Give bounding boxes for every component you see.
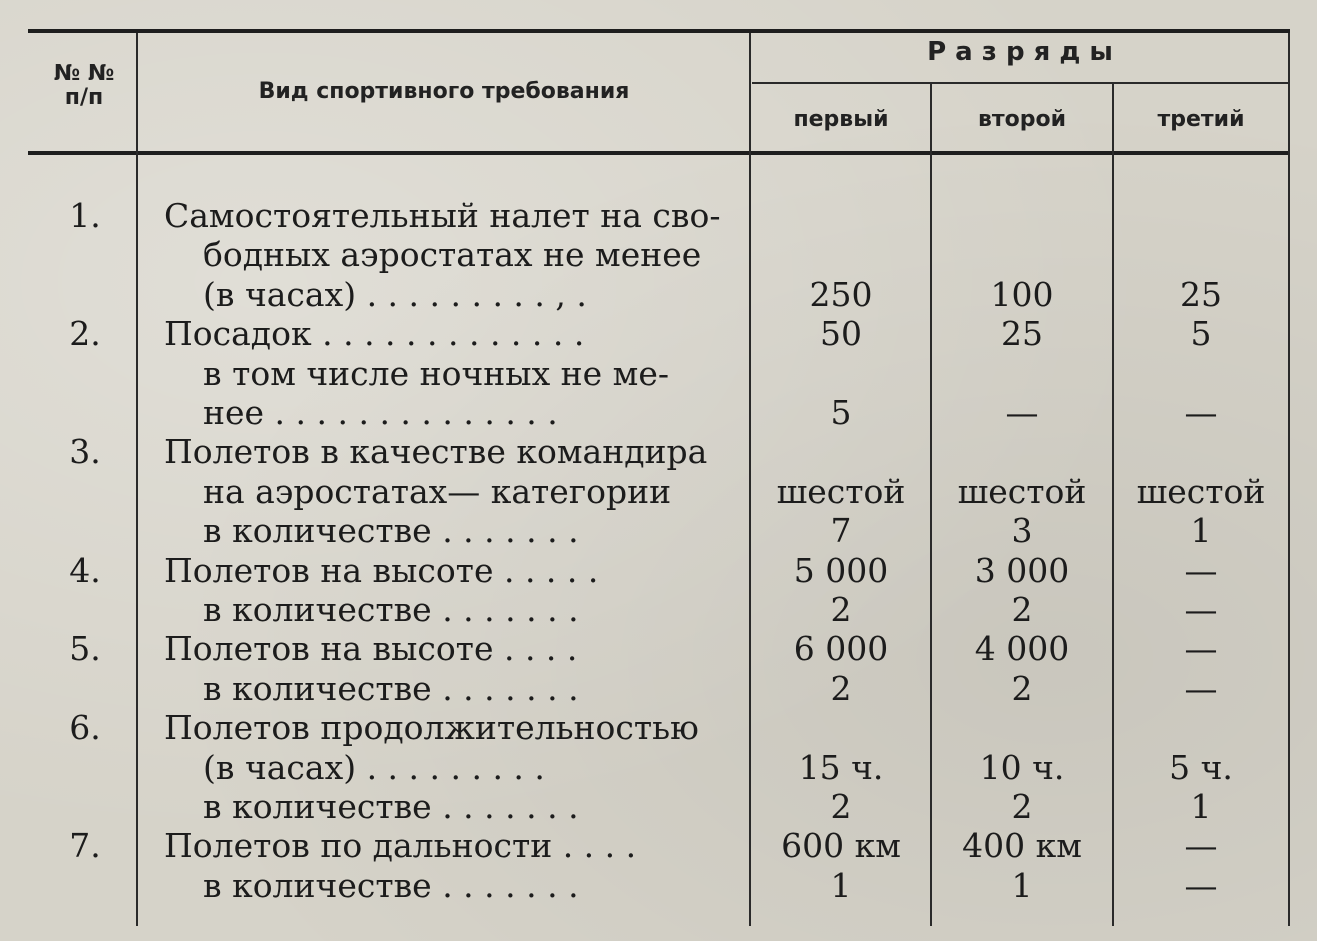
rank-third-value: 5 ч. [1169, 747, 1233, 787]
rank-third-value: шестой [1136, 471, 1266, 511]
requirement-description: Посадок . . . . . . . . . . . . . [164, 314, 585, 354]
row-number: 6. [69, 708, 101, 748]
requirement-description: в количестве . . . . . . . [203, 787, 579, 826]
table-row [0, 826, 1317, 865]
rank-first-value: 7 [830, 511, 852, 551]
rank-third-value: 1 [1190, 787, 1212, 826]
row-number: 3. [69, 432, 101, 472]
table-row [0, 511, 1317, 550]
header-rank-third: третий [1157, 107, 1245, 132]
requirement-description: в количестве . . . . . . . [203, 590, 579, 629]
rank-first-value: 15 ч. [798, 747, 884, 787]
table-row [0, 393, 1317, 432]
rank-second-value: 100 [990, 274, 1054, 314]
requirement-description: Полетов на высоте . . . . [164, 629, 578, 669]
header-requirement-type: Вид спортивного требования [258, 79, 630, 104]
rank-second-value: 2 [1011, 787, 1033, 826]
rank-third-value: 1 [1190, 511, 1212, 551]
rank-first-value: 5 000 [793, 550, 889, 590]
rank-first-value: 600 км [781, 826, 901, 866]
header-number: № № п/п [53, 61, 115, 111]
table-row [0, 235, 1317, 274]
table-row [0, 354, 1317, 393]
row-number: 1. [69, 196, 101, 235]
table-row [0, 196, 1317, 235]
header-rank-first: первый [793, 107, 889, 132]
requirement-description: (в часах) . . . . . . . . . , . [203, 274, 587, 314]
rank-second-value: 2 [1011, 590, 1033, 629]
requirement-description: нее . . . . . . . . . . . . . . [203, 393, 558, 432]
rank-third-value: 5 [1190, 314, 1212, 354]
row-number: 2. [69, 314, 101, 354]
rank-first-value: 5 [830, 393, 852, 432]
rank-second-value: 2 [1011, 668, 1033, 708]
rank-third-value: — [1184, 393, 1218, 432]
rank-first-value: 6 000 [793, 629, 889, 669]
row-number: 4. [69, 550, 101, 590]
rank-second-value: шестой [957, 471, 1087, 511]
table-row [0, 669, 1317, 708]
rank-second-value: 400 км [962, 826, 1082, 866]
requirement-description: на аэростатах— категории [203, 471, 672, 511]
rank-third-value: 25 [1180, 274, 1222, 314]
table-row [0, 708, 1317, 747]
table-row [0, 432, 1317, 471]
header-rank-second: второй [977, 107, 1067, 132]
requirement-description: Полетов на высоте . . . . . [164, 550, 599, 590]
rank-second-value: — [1005, 393, 1039, 432]
table-row [0, 275, 1317, 314]
requirement-description: в количестве . . . . . . . [203, 668, 579, 708]
rank-second-value: 1 [1011, 865, 1033, 905]
requirement-description: Полетов в качестве командира [164, 432, 708, 472]
rank-third-value: — [1184, 865, 1218, 905]
table-top-rule [28, 29, 1290, 33]
table-row [0, 590, 1317, 629]
header-ranks: Р а з р я д ы [927, 37, 1113, 67]
table-header-bottom-rule [28, 151, 1290, 155]
table-row [0, 787, 1317, 826]
requirement-description: Самостоятельный налет на сво- [164, 196, 721, 235]
rank-second-value: 4 000 [974, 629, 1070, 669]
rank-third-value: — [1184, 590, 1218, 629]
rank-second-value: 25 [1001, 314, 1043, 354]
rank-first-value: 50 [820, 314, 862, 354]
rank-first-value: 250 [809, 274, 873, 314]
table-row [0, 551, 1317, 590]
requirement-description: в количестве . . . . . . . [203, 511, 579, 551]
rank-first-value: 2 [830, 590, 852, 629]
requirement-description: (в часах) . . . . . . . . . [203, 747, 545, 787]
rank-third-value: — [1184, 550, 1218, 590]
rank-first-value: 2 [830, 787, 852, 826]
requirement-description: бодных аэростатах не менее [203, 235, 702, 275]
requirement-description: в том числе ночных не ме- [203, 353, 670, 393]
table-row [0, 472, 1317, 511]
rank-first-value: 2 [830, 668, 852, 708]
rank-second-value: 3 000 [974, 550, 1070, 590]
table-row [0, 748, 1317, 787]
ranks-subheader-rule [752, 82, 1290, 84]
requirement-description: Полетов продолжительностью [164, 708, 699, 748]
row-number: 5. [69, 629, 101, 669]
requirement-description: в количестве . . . . . . . [203, 865, 579, 905]
rank-first-value: шестой [776, 471, 906, 511]
table-row [0, 866, 1317, 905]
rank-second-value: 3 [1011, 511, 1033, 551]
row-number: 7. [69, 826, 101, 866]
rank-third-value: — [1184, 668, 1218, 708]
requirement-description: Полетов по дальности . . . . [164, 826, 637, 866]
rank-third-value: — [1184, 826, 1218, 866]
table-row [0, 629, 1317, 668]
rank-first-value: 1 [830, 865, 852, 905]
rank-third-value: — [1184, 629, 1218, 669]
table-row [0, 314, 1317, 353]
rank-second-value: 10 ч. [979, 747, 1065, 787]
